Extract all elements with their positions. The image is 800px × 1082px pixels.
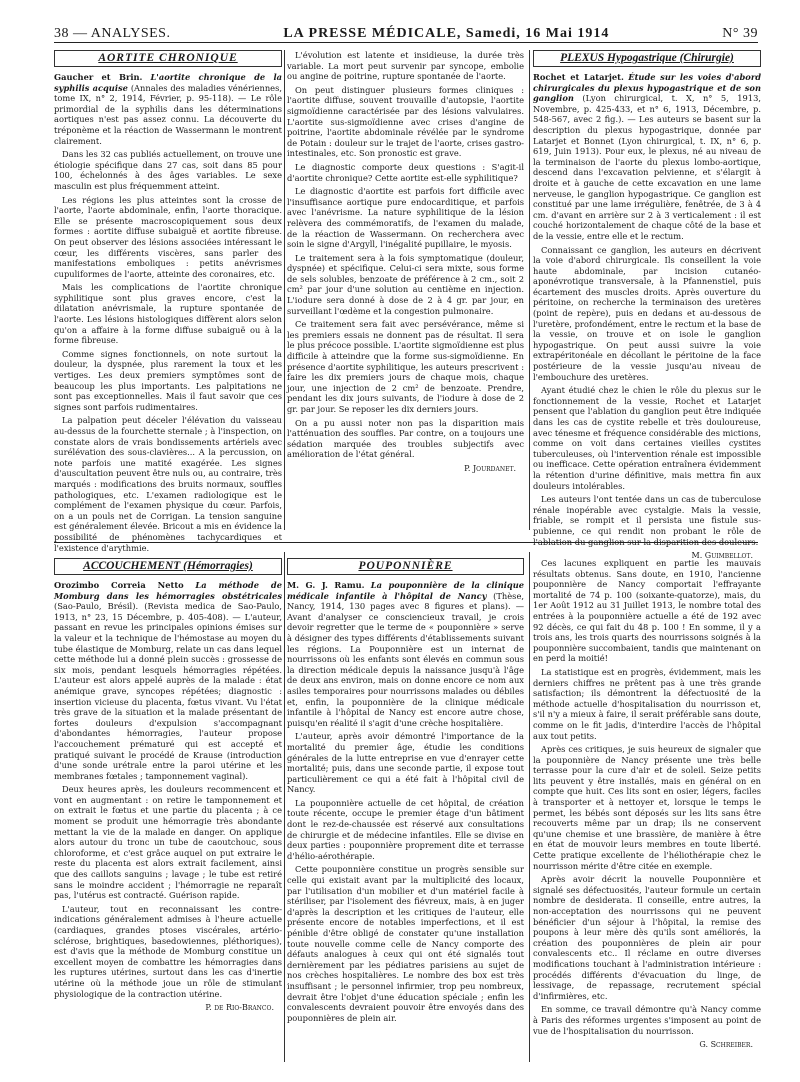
accouchement-paragraph: L'auteur, tout en reconnaissant les contre-indications généralement admises à l'heure actuelle (cardiaques, grandes ptoses viscérales, artério-sclérose, brightiques, basedowiennes, pléthoriques), est d'avis que la méthode de Momburg constitue un excellent moyen de combattre les hémorragies dans les ruptures utérines, surtout dans les cas d'inertie utérine où la méthode joue un rôle de stimulant physiologique de la contraction utérine. xyxy=(54,903,282,999)
aortite-lead-text: (Annales des maladies vénériennes, tome IX, n° 2, 1914, Février, p. 95-118). — Le rôle primordial de la syphilis dans les déterminations aortiques n'est pas assez connu. La découverte du tréponème et la réaction de Wassermann le montrent clairement. xyxy=(54,82,282,146)
pouponniere-column-1 xyxy=(287,558,524,1058)
page-header xyxy=(54,20,758,43)
pouponniere-lead-text: (Thèse, Nancy, 1914, 130 pages avec 8 figures et plans). — Avant d'analyser ce consciencieux travail, je crois devoir regretter que le terme de « pouponnière » serve à désigner des types différents d'établissements suivant les régions. La Pouponnière est un internat de nourrissons où les enfants sont élevés en commun sous la direction médicale depuis la naissance jusqu'à l'âge de deux ans environ, mais on donne encore ce nom aux asiles temporaires pour nourrissons malades ou débiles et, enfin, la pouponnière de la clinique médicale infantile à l'hôpital de Nancy est encore autre chose, puisqu'en réalité il s'agit d'une crèche hospitalière. xyxy=(287,590,524,728)
plexus-paragraph: Les auteurs l'ont tentée dans un cas de tuberculose rénale inopérable avec cystalgie. Mais la vessie, friable, se rompit et il persista une fistule sus-pubienne, ce qui rendit non probant le rôle de l'ablation du ganglion sur la disparition des douleurs. xyxy=(533,494,761,547)
pouponniere-paragraph: Ces lacunes expliquent en partie les mauvais résultats obtenus. Sans doute, en 1910, l'ancienne pouponnière de Nancy comportait l'effrayante mortalité de 74 p. 100 (soixante-quatorze), mais, du 1er Août 1912 au 31 Juillet 1913, le nombre total des entrées à la pouponnière actuelle a été de 192 avec 92 décès, ce qui fait du 48 p. 100 ! En somme, il y a trois ans, les trois quarts des nourrissons soignés à la pouponnière succombaient, tandis que maintenant on en perd la moitié! xyxy=(533,558,761,664)
header-issue-number: N° 39 xyxy=(722,26,758,41)
pouponniere-authors: M. G. J. Ramu. xyxy=(287,580,365,590)
plexus-title: Étude sur les voies d'abord chirurgicales du plexus hypogastrique et de son ganglion xyxy=(533,72,761,104)
section-title-plexus: PLEXUS Hypogastrique (Chirurgie) xyxy=(533,50,761,67)
column-divider xyxy=(284,552,285,1062)
section-title-pouponniere: POUPONNIÈRE xyxy=(287,558,524,575)
aortite-paragraph: On peut distinguer plusieurs formes cliniques : l'aortite diffuse, souvent trouvaille d'autopsie, l'aortite sigmoïdienne caractérisée par des lésions valvulaires. L'aortite sus-sigmoïdienne avec crises d'angine de poitrine, l'aortite abdominale révélée par le syndrome de Potain : douleur sur le trajet de l'aorte, crises gastro-intestinales, etc. Son pronostic est grave. xyxy=(287,84,524,159)
aortite-paragraph: Dans les 32 cas publiés actuellement, on trouve une étiologie spécifique dans 27 cas, soit dans 85 pour 100, échelonnés à des âges variables. Le sexe masculin est plus fréquemment atteint. xyxy=(54,149,282,191)
pouponniere-signature: G. Schreiber. xyxy=(699,1040,753,1050)
plexus-signature: M. Guimbellot. xyxy=(691,551,753,561)
aortite-paragraph: Ce traitement sera fait avec persévérance, même si les premiers essais ne donnent pas de résultat. Il sera le plus précoce possible. L'aortite sigmoïdienne est plus difficile à atteindre que la forme sus-sigmoïdienne. En présence d'aortite syphilitique, les auteurs prescrivent : faire les dix premiers jours de chaque mois, chaque jour, une injection de 2 cm² de benzoate. Prendre, pendant les dix jours suivants, de l'iodure à dose de 2 gr. par jour. Se reposer les dix derniers jours. xyxy=(287,319,524,414)
column-divider xyxy=(529,552,530,1062)
accouchement-paragraph: Deux heures après, les douleurs recommencent et vont en augmentant : on retire le tamponnement et on extrait le fœtus et une partie du placenta ; à ce moment se produit une hémorragie très abondante mettant la vie de la malade en danger. On applique alors autour du tronc un tube de caoutchouc, sous chloroforme, et c'est grâce auquel on put extraire le reste du placenta est alors extrait facilement, ainsi que des caillots sanguins ; lavage ; le tube est retiré sans le moindre accident ; l'hémorragie ne reparaît pas, l'utérus est contracté. Guérison rapide. xyxy=(54,784,282,901)
accouchement-authors: Orozimbo Correia Netto xyxy=(54,580,184,590)
aortite-paragraph: Le diagnostic d'aortite est parfois fort difficile avec l'insuffisance aortique pure endocarditique, et parfois avec l'anévrisme. La nature syphilitique de la lésion relèvera des commémoratifs, de l'examen du malade, de la réaction de Wassermann. On recherchera avec soin le signe d'Argyll, l'inégalité pupillaire, le myosis. xyxy=(287,186,524,250)
column-divider xyxy=(529,50,530,530)
pouponniere-paragraph: La pouponnière actuelle de cet hôpital, de création toute récente, occupe le premier étage d'un bâtiment dont le rez-de-chaussée est réservé aux consultations de chirurgie et de médecine infantiles. Elle se divise en deux parties : pouponnière proprement dite et terrasse d'hélio-aérothérapie. xyxy=(287,797,524,861)
header-page-section: 38 — ANALYSES. xyxy=(54,26,171,41)
pouponniere-paragraph: Après avoir décrit la nouvelle Pouponnière et signalé ses défectuosités, l'auteur formule un certain nombre de desiderata. Il conseille, entre autres, la non-acceptation des nourrissons qui ne peuvent bénéficier d'un séjour à l'hôpital, la remise des poupons à leur mère dès qu'ils sont améliorés, la création des pouponnières de plein air pour convalescents etc.. Il réclame en outre diverses modifications touchant à l'administration intérieure : procédés différents d'évacuation du linge, de lessivage, de repassage, recrutement spécial d'infirmières, etc. xyxy=(533,874,761,1001)
accouchement-lead-text: (Sao-Paulo, Brésil). (Revista medica de Sao-Paulo, 1913, n° 23, 15 Décembre, p. 405-408). — L'auteur, passant en revue les principales opinions émises sur la valeur et la technique de l'hémostase au moyen du tube élastique de Momburg, relate un cas dans lequel cette méthode lui a donné plein succès : grossesse de six mois, pendant lesquels hémorragies répétées. L'auteur est alors appelé auprès de la malade : état anémique grave, syncopes répétées; diagnostic : insertion vicieuse du placenta, fœtus vivant. Vu l'état très grave de la situation et la malade présentant de fortes douleurs d'expulsion s'accompagnant d'abondantes hémorragies, l'auteur propose l'accouchement prématuré qui est accepté et pratiqué suivant le procédé de Krause (introduction d'une sonde urétrale entre la paroi utérine et les membranes fœtales ; tamponnement vaginal). xyxy=(54,601,282,781)
plexus-authors: Rochet et Latarjet. xyxy=(533,72,624,82)
plexus-lead xyxy=(533,72,761,242)
plexus-paragraph: Ayant étudié chez le chien le rôle du plexus sur le fonctionnement de la vessie, Rochet et Latarjet pensent que l'ablation du ganglion peut être indiquée dans les cas de cystite rebelle et très douloureuse, avec ténesme et fréquence considérable des mictions, comme on voit dans certaines vieilles cystites tuberculeuses, où l'intervention rénale est impossible ou inefficace. Cette opération entraînera évidemment la rétention d'urine définitive, mais mettra fin aux douleurs intolérables. xyxy=(533,385,761,491)
aortite-paragraph: L'évolution est latente et insidieuse, la durée très variable. La mort peut survenir par syncope, embolie ou angine de poitrine, rupture spontanée de l'aorte. xyxy=(287,50,524,82)
aortite-paragraph: On a pu aussi noter non pas la disparition mais l'atténuation des souffles. Par contre, on a toujours une sédation marquée des troubles subjectifs avec amélioration de l'état général. xyxy=(287,417,524,460)
plexus-lead-text: (Lyon chirurgical, t. X, n° 5, 1913, Novembre, p. 425-433, et n° 6, 1913, Décembre, p. 548-567, avec 2 fig.). — Les auteurs se basent sur la description du plexus hypogastrique, donnée par Latarjet et Bonnet (Lyon chirurgical, t. IX, n° 6, p. 619, Juin 1913). Pour eux, le plexus, né au niveau de la terminaison de l'aorte du plexus lombo-aortique, descend dans l'excavation pelvienne, et s'élargit à droite et à gauche de cette excavation en une lame nerveuse, le ganglion hypogastrique. Ce ganglion est constitué par une lame irrégulière, fenêtrée, de 3 à 4 cm. d'avant en arrière sur 2 à 3 verticalement : il est couché horizontalement de chaque côté de la base et de la vessie, entre elle et le rectum. xyxy=(533,93,761,241)
pouponniere-title: La pouponnière de la clinique médicale infantile à l'hôpital de Nancy xyxy=(287,580,525,601)
section-title-aortite: AORTITE CHRONIQUE xyxy=(54,50,282,67)
aortite-authors: Gaucher et Brin. xyxy=(54,72,143,82)
aortite-paragraph: La palpation peut déceler l'élévation du vaisseau au-dessus de la fourchette sternale ; à l'inspection, on constate alors de vrais bondissements artériels avec surélévation des sous-clavières... A la percussion, on note parfois une matité exagérée. Les signes d'auscultation peuvent être nuls ou, au contraire, très marqués : modifications des bruits normaux, souffles pathologiques, etc. L'examen radiologique est le complément de l'examen physique du cœur. Parfois, on a un pouls net de Corrigan. La tension sanguine est généralement élevée. Bricout a mis en évidence la possibilité de phénomènes tachycardiques et l'existence d'arythmie. xyxy=(54,415,282,553)
aortite-signature: P. Jourdanet. xyxy=(464,463,516,473)
aortite-paragraph: Les régions les plus atteintes sont la crosse de l'aorte, l'aorte abdominale, enfin, l'aorte thoracique. Elle se présente macroscopiquement sous deux formes : aortite diffuse subaiguë et aortite fibreuse. On peut observer des lésions associées intéressant le cœur, les différents viscères, sans parler des manifestations emboliques : petits anévrismes cupuliformes de l'aorte, atteinte des coronaires, etc. xyxy=(54,194,282,279)
section-separator xyxy=(54,542,758,543)
aortite-paragraph: Le traitement sera à la fois symptomatique (douleur, dyspnée) et spécifique. Celui-ci sera mixte, sous forme de sels solubles, benzoate de préférence à 2 cm., soit 2 cm² par jour d'une solution au centième en injection. L'iodure sera donné à dose de 2 à 4 gr. par jour, en surveillant l'œdème et la congestion pulmonaire. xyxy=(287,252,524,316)
pouponniere-paragraph: En somme, ce travail démontre qu'à Nancy comme à Paris des réformes urgentes s'imposent au point de vue de l'hospitalisation du nourrisson. xyxy=(533,1004,761,1036)
column-divider xyxy=(284,50,285,530)
aortite-title: L'aortite chronique de la syphilis acquise xyxy=(54,72,283,93)
plexus-column xyxy=(533,50,761,561)
pouponniere-paragraph: L'auteur, après avoir démontré l'importance de la mortalité du premier âge, étudie les conditions générales de la lutte entreprise en vue d'enrayer cette mortalité; puis, dans une seconde partie, il expose tout particulièrement ce qui a été fait à l'hôpital civil de Nancy. xyxy=(287,731,524,795)
pouponniere-paragraph: Cette pouponnière constitue un progrès sensible sur celle qui existait avant par la multiplicité des locaux, par l'utilisation d'un mobilier et d'un matériel facile à stériliser, par l'isolement des fiévreux, mais, à en juger d'après la description et les critiques de l'auteur, elle présente encore de notables imperfections, et il est pénible d'être obligé de constater qu'une installation toute nouvelle comme celle de Nancy comporte des défauts analogues à ceux qui ont été signalés tout dernièrement par les pédiatres parisiens au sujet de nos crèches hospitalières. Le nombre des box est très insuffisant ; le personnel infirmier, trop peu nombreux, devrait être l'objet d'une éducation spéciale ; enfin les convalescents devraient pouvoir être envoyés dans des pouponnières de plein air. xyxy=(287,864,524,1023)
aortite-lead xyxy=(54,72,282,146)
pouponniere-paragraph: Après ces critiques, je suis heureux de signaler que la pouponnière de Nancy présente une très belle terrasse pour la cure d'air et de soleil. Seize petits lits peuvent y être installés, mais en général on en compte que huit. Ces lits sont en osier, légers, faciles à transporter et à nettoyer et, lorsque le temps le permet, les bébés sont déposés sur les lits sans être recouverts même par un drap; ils ne conservent qu'une chemise et une brassière, de manière à être en état de mouvoir leurs membres en toute liberté. Cette pratique excellente de l'héliothérapie chez le nourrisson mérite d'être citée en exemple. xyxy=(533,744,761,871)
aortite-column-1 xyxy=(54,50,283,553)
accouchement-signature: P. de Rio-Branco. xyxy=(205,1003,274,1013)
accouchement-column xyxy=(54,558,282,1058)
aortite-paragraph: Le diagnostic comporte deux questions : S'agit-il d'aortite chronique? Cette aortite est-elle syphilitique? xyxy=(287,161,524,183)
aortite-paragraph: Comme signes fonctionnels, on note surtout la douleur, la dyspnée, plus rarement la toux et les vertiges. Les deux premiers symptômes sont de beaucoup les plus importants. Les palpitations ne sont pas exceptionnelles. Mais il faut savoir que ces signes sont parfois rudimentaires. xyxy=(54,348,282,412)
pouponniere-column-2 xyxy=(533,558,761,1058)
section-title-accouchement: ACCOUCHEMENT (Hémorragies) xyxy=(54,558,282,575)
pouponniere-paragraph: La statistique est en progrès, évidemment, mais les derniers chiffres ne prêtent pas à une très grande satisfaction; ils démontrent la défectuosité de la méthode actuelle d'hospitalisation du nourrisson et, s'il n'y a mieux à faire, il serait préférable sans doute, comme on le fit jadis, d'interdire l'accès de l'hôpital aux tout petits. xyxy=(533,666,761,741)
accouchement-lead xyxy=(54,580,282,781)
header-journal-title: LA PRESSE MÉDICALE, Samedi, 16 Mai 1914 xyxy=(283,26,610,41)
aortite-paragraph: Mais les complications de l'aortite chronique syphilitique sont plus graves encore, c'est la dilatation anévrismale, la rupture spontanée de l'aorte. Les lésions histologiques diffèrent alors selon qu'on a affaire à la forme diffuse subaiguë ou à la forme fibreuse. xyxy=(54,282,282,346)
aortite-column-2 xyxy=(287,50,524,530)
plexus-paragraph: Connaissant ce ganglion, les auteurs en décrivent la voie d'abord chirurgicale. Ils conseillent la voie haute abdominale, par incision cutanéo-aponévrotique transversale, à la Pfannenstiel, puis écartement des muscles droits. Après ouverture du péritoine, on recherche la terminaison des uretères (point de repère), puis en dedans et au-dessous de l'uretère, profondément, entre le rectum et la base de la vessie, on trouve et on isole le ganglion hypogastrique. On peut aussi suivre la voie extrapéritonéale en décollant le péritoine de la face postérieure de la vessie jusqu'au niveau de l'embouchure des uretères. xyxy=(533,244,761,382)
pouponniere-lead xyxy=(287,580,524,728)
accouchement-title: La méthode de Momburg dans les hémorragies obstétricales xyxy=(54,580,283,601)
